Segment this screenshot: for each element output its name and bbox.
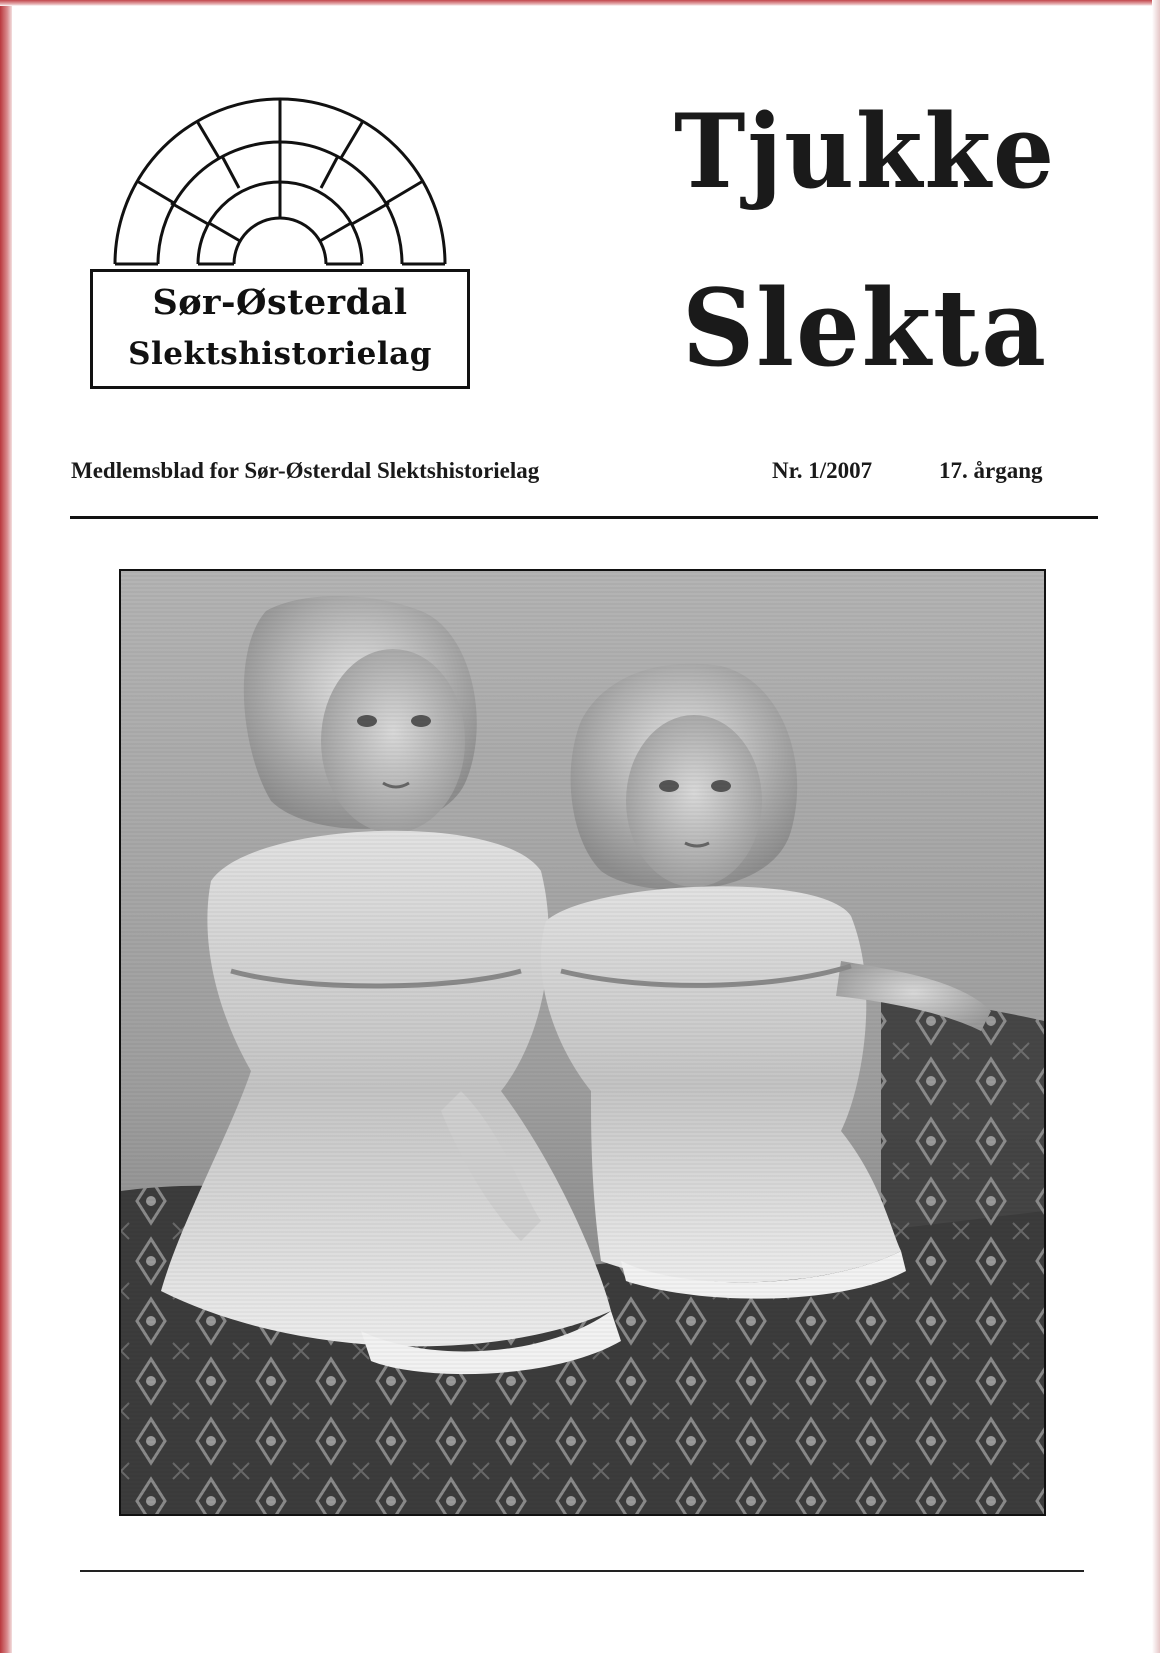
logo-line-2: Slektshistorielag bbox=[128, 336, 432, 372]
masthead-word-1: Tjukke bbox=[673, 91, 1057, 212]
masthead-title bbox=[650, 91, 1080, 391]
logo-nameplate bbox=[90, 269, 470, 389]
logo-line-1: Sør-Østerdal bbox=[152, 282, 408, 323]
masthead-word-2: Slekta bbox=[681, 265, 1049, 391]
cover-photograph bbox=[119, 569, 1046, 1516]
paper-edge-right bbox=[1152, 0, 1160, 1653]
issue-number: Nr. 1/2007 bbox=[772, 458, 873, 483]
binding-edge-left bbox=[0, 0, 12, 1653]
society-logo bbox=[88, 96, 476, 398]
volume-number: 17. årgang bbox=[939, 458, 1043, 483]
header-divider bbox=[70, 516, 1098, 519]
vintage-photograph-two-children-icon bbox=[121, 571, 1044, 1514]
publication-description: Medlemsblad for Sør-Østerdal Slektshistorielag bbox=[71, 458, 540, 483]
binding-edge-top bbox=[0, 0, 1160, 6]
fan-arch-icon bbox=[110, 96, 450, 276]
footer-divider bbox=[80, 1570, 1084, 1572]
